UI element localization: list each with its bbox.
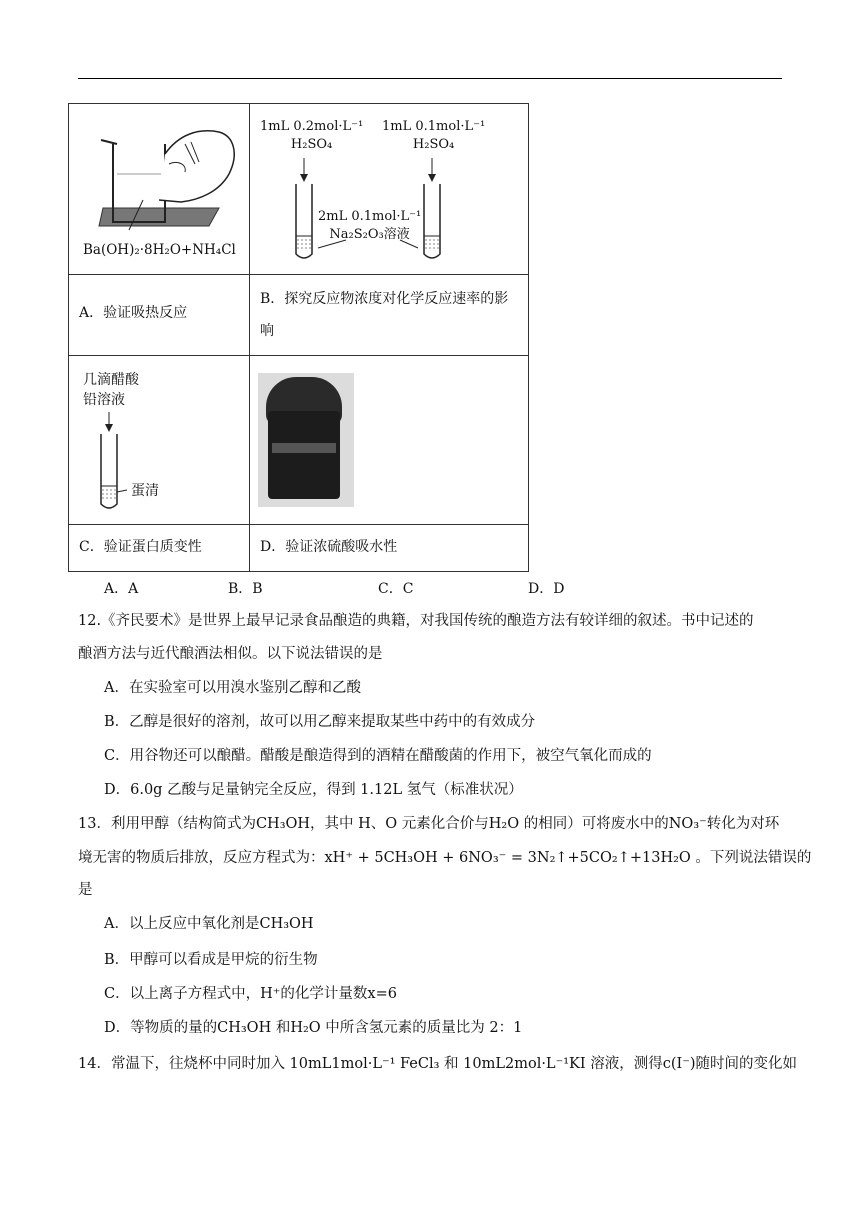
cell-c-figure [69, 356, 250, 525]
q13-option-b: B．甲醇可以看成是甲烷的衍生物 [104, 952, 318, 968]
q13-stem-line1: 13．利用甲醇（结构简式为CH₃OH，其中 H、O 元素化合价与H₂O 的相同）可将废水中的NO₃⁻转化为对环 [78, 816, 780, 832]
c-reagent: 几滴醋酸 铅溶液 [83, 372, 139, 408]
q13-stem-line2: 境无害的物质后排放，反应方程式为：xH⁺ + 5CH₃OH + 6NO₃⁻ = 3N₂↑+5CO₂↑+13H₂O 。下列说法错误的 [78, 850, 812, 866]
answer-a: A．A [104, 581, 139, 597]
test-tube-c [69, 356, 249, 524]
cell-d-caption: D．验证浓硫酸吸水性 [250, 525, 529, 572]
header-rule [78, 78, 782, 79]
q12-stem-line1: 12.《齐民要术》是世界上最早记录食品酿造的典籍，对我国传统的酿造方法有较详细的叙述。书中记述的 [78, 613, 754, 629]
q13-option-a: A．以上反应中氧化剂是CH₃OH [104, 916, 314, 932]
q12-stem-line2: 酿酒方法与近代酿酒法相似。以下说法错误的是 [78, 646, 383, 662]
q13-option-c: C．以上离子方程式中，H⁺的化学计量数x=6 [104, 986, 397, 1002]
q13-stem-line3: 是 [78, 882, 93, 898]
cell-c-caption: C．验证蛋白质变性 [69, 525, 250, 572]
q12-option-d: D．6.0g 乙酸与足量钠完全反应，得到 1.12L 氢气（标准状况） [104, 782, 523, 798]
q12-option-a: A．在实验室可以用溴水鉴别乙醇和乙酸 [104, 680, 361, 696]
cell-b-figure [250, 104, 529, 275]
b-middle-reagent: 2mL 0.1mol·L⁻¹ Na₂S₂O₃溶液 [318, 209, 422, 242]
answer-c: C．C [378, 581, 414, 597]
cell-d-figure [250, 356, 529, 525]
cell-a-figure [69, 104, 250, 275]
cell-a-caption: A．验证吸热反应 [69, 275, 250, 356]
q12-option-b: B．乙醇是很好的溶剂，故可以用乙醇来提取某些中药中的有效成分 [104, 714, 536, 730]
q14-stem-line1: 14．常温下，往烧杯中同时加入 10mL1mol·L⁻¹ FeCl₃ 和 10mL2mol·L⁻¹KI 溶液，测得c(I⁻)随时间的变化如 [78, 1056, 798, 1072]
q13-option-d: D．等物质的量的CH₃OH 和H₂O 中所含氢元素的质量比为 2：1 [104, 1020, 523, 1036]
c-egg-white-label: 蛋清 [131, 483, 159, 499]
concentrated-sulfuric-acid-photo [258, 373, 354, 507]
q12-option-c: C．用谷物还可以酿醋。醋酸是酿造得到的酒精在醋酸菌的作用下，被空气氧化而成的 [104, 748, 652, 764]
test-tubes-b [250, 104, 528, 274]
b-left-reagent: 1mL 0.2mol·L⁻¹ H₂SO₄ [260, 119, 364, 152]
answer-d: D．D [528, 581, 565, 597]
cell-b-caption: B．探究反应物浓度对化学反应速率的影响 [250, 275, 529, 356]
options-table [68, 103, 529, 572]
cell-a-figure-label: Ba(OH)₂·8H₂O+NH₄Cl [83, 242, 236, 258]
b-right-reagent: 1mL 0.1mol·L⁻¹ H₂SO₄ [382, 119, 486, 152]
answer-b: B．B [228, 581, 263, 597]
